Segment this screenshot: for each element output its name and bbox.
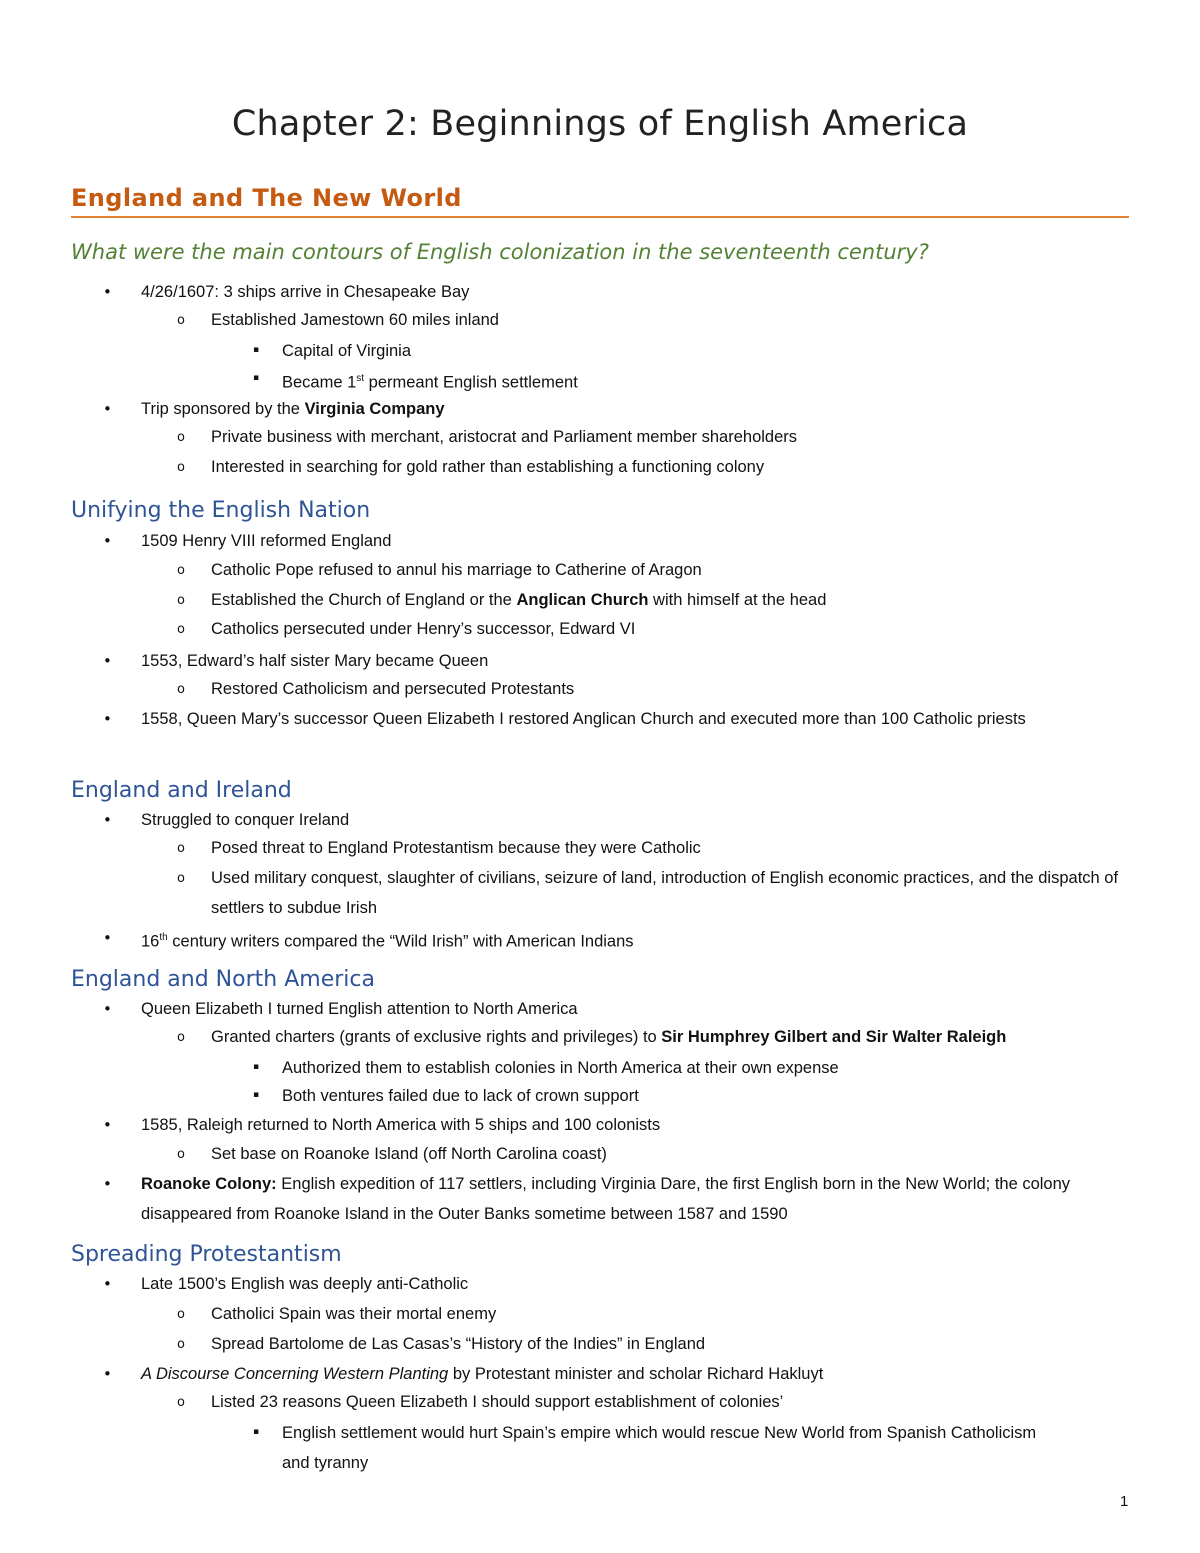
list-item: Restored Catholicism and persecuted Protestants xyxy=(211,680,575,698)
list-item: Spread Bartolome de Las Casas’s “History of the Indies” in England xyxy=(211,1335,706,1353)
list-item: Struggled to conquer Ireland xyxy=(141,811,350,829)
list-item: Posed threat to England Protestantism because they were Catholic xyxy=(211,839,701,857)
bullet-marker: o xyxy=(177,841,185,856)
list-item: Capital of Virginia xyxy=(282,342,412,360)
list-item: Authorized them to establish colonies in North America at their own expense xyxy=(282,1059,839,1077)
bullet-marker: o xyxy=(177,682,185,697)
list-item: Catholici Spain was their mortal enemy xyxy=(211,1305,497,1323)
bullet-marker: o xyxy=(177,460,185,475)
subsection-heading: Spreading Protestantism xyxy=(71,1242,342,1267)
bullet-marker: • xyxy=(103,929,112,947)
bullet-marker: o xyxy=(177,1030,185,1045)
bullet-marker: • xyxy=(103,532,112,550)
list-item: Set base on Roanoke Island (off North Carolina coast) xyxy=(211,1145,607,1163)
list-item: Established Jamestown 60 miles inland xyxy=(211,311,499,329)
bullet-marker: o xyxy=(177,1395,185,1410)
list-item: A Discourse Concerning Western Planting by Protestant minister and scholar Richard Hakluyt xyxy=(141,1365,824,1383)
subsection-heading: Unifying the English Nation xyxy=(71,498,371,523)
bullet-marker: o xyxy=(177,313,185,328)
heading-rule xyxy=(71,216,1129,218)
subsection-heading: England and North America xyxy=(71,967,375,992)
bullet-marker: • xyxy=(103,1175,112,1193)
bullet-marker: • xyxy=(103,1000,112,1018)
list-item: Both ventures failed due to lack of crown support xyxy=(282,1087,639,1105)
list-item: Private business with merchant, aristocrat and Parliament member shareholders xyxy=(211,428,798,446)
list-item: 16th century writers compared the “Wild Irish” with American Indians xyxy=(141,932,634,951)
list-item: Established the Church of England or the Anglican Church with himself at the head xyxy=(211,591,827,609)
list-item: Catholics persecuted under Henry’s successor, Edward VI xyxy=(211,620,636,638)
list-item: 4/26/1607: 3 ships arrive in Chesapeake Bay xyxy=(141,283,470,301)
bullet-marker: o xyxy=(177,563,185,578)
bullet-marker: o xyxy=(177,622,185,637)
bullet-marker: o xyxy=(177,1337,185,1352)
bullet-marker: o xyxy=(177,1307,185,1322)
list-item: 1558, Queen Mary’s successor Queen Elizabeth I restored Anglican Church and executed more than 100 Catholic priests xyxy=(141,710,1026,728)
guiding-question: What were the main contours of English colonization in the seventeenth century? xyxy=(71,240,929,264)
list-item: Used military conquest, slaughter of civilians, seizure of land, introduction of English economic practices, and the dispatch of settlers to subdue Irish xyxy=(211,869,1119,917)
subsection-heading: England and Ireland xyxy=(71,778,292,803)
bullet-marker: • xyxy=(103,811,112,829)
bullet-marker: • xyxy=(103,710,112,728)
bullet-marker: ▪ xyxy=(253,345,260,355)
bullet-marker: o xyxy=(177,593,185,608)
bullet-marker: • xyxy=(103,1365,112,1383)
list-item: Listed 23 reasons Queen Elizabeth I should support establishment of colonies’ xyxy=(211,1393,784,1411)
list-item: Roanoke Colony: English expedition of 117 settlers, including Virginia Dare, the first English born in the New World; the colony disappeared from Roanoke Island in the Outer Banks sometime between 1587 and 1590 xyxy=(141,1175,1071,1223)
bullet-marker: o xyxy=(177,430,185,445)
bullet-marker: ▪ xyxy=(253,1062,260,1072)
list-item: Queen Elizabeth I turned English attention to North America xyxy=(141,1000,578,1018)
section-heading: England and The New World xyxy=(71,184,462,212)
list-item: 1509 Henry VIII reformed England xyxy=(141,532,392,550)
bullet-marker: • xyxy=(103,1275,112,1293)
bullet-marker: • xyxy=(103,400,112,418)
list-item: Trip sponsored by the Virginia Company xyxy=(141,400,445,418)
bullet-marker: o xyxy=(177,1147,185,1162)
list-item: Became 1st permeant English settlement xyxy=(282,373,578,392)
bullet-marker: o xyxy=(177,871,185,886)
bullet-marker: • xyxy=(103,652,112,670)
list-item: 1553, Edward’s half sister Mary became Queen xyxy=(141,652,489,670)
bullet-marker: ▪ xyxy=(253,1427,260,1437)
bullet-marker: ▪ xyxy=(253,373,260,383)
list-item: 1585, Raleigh returned to North America with 5 ships and 100 colonists xyxy=(141,1116,661,1134)
page-title: Chapter 2: Beginnings of English America xyxy=(231,104,969,144)
list-item: English settlement would hurt Spain’s empire which would rescue New World from Spanish Catholicism and tyranny xyxy=(282,1424,1037,1472)
page-number: 1 xyxy=(1120,1493,1129,1510)
list-item: Granted charters (grants of exclusive rights and privileges) to Sir Humphrey Gilbert and Sir Walter Raleigh xyxy=(211,1028,1007,1046)
list-item: Interested in searching for gold rather than establishing a functioning colony xyxy=(211,458,765,476)
bullet-marker: • xyxy=(103,283,112,301)
bullet-marker: ▪ xyxy=(253,1090,260,1100)
list-item: Late 1500’s English was deeply anti-Catholic xyxy=(141,1275,469,1293)
list-item: Catholic Pope refused to annul his marriage to Catherine of Aragon xyxy=(211,561,702,579)
bullet-marker: • xyxy=(103,1116,112,1134)
